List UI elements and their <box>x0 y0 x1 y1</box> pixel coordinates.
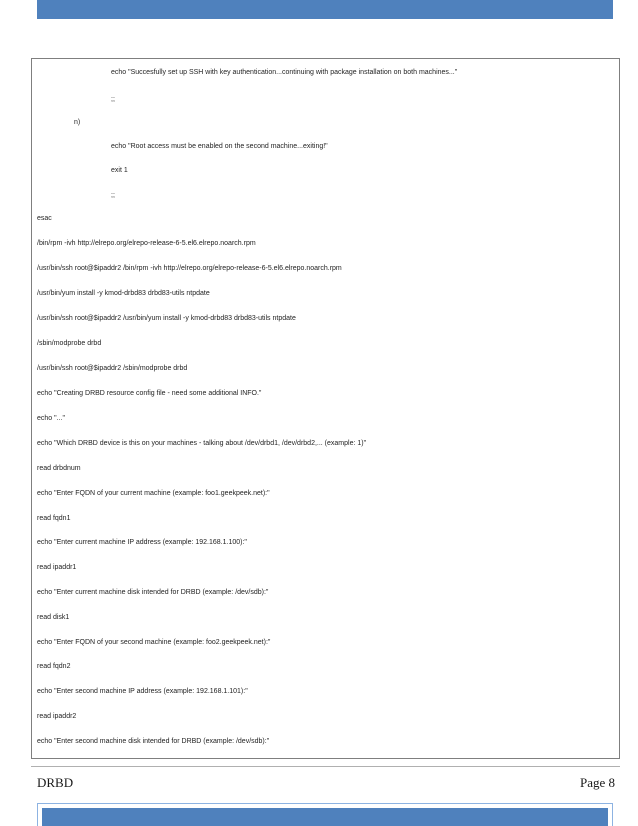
code-line: esac <box>37 215 52 222</box>
code-line: echo "..." <box>37 415 65 422</box>
code-line: echo "Which DRBD device is this on your machines - talking about /dev/drbd1, /dev/drbd2,... (example: 1)" <box>37 440 367 447</box>
code-line: echo "Enter FQDN of your current machine (example: foo1.geekpeek.net):" <box>37 490 270 497</box>
footer-bar <box>42 808 608 826</box>
code-line: read ipaddr1 <box>37 564 77 571</box>
code-line: echo "Succesfully set up SSH with key authentication...continuing with package installation on both machines..." <box>111 69 458 76</box>
code-line: echo "Enter current machine disk intended for DRBD (example: /dev/sdb):" <box>37 589 269 596</box>
code-line: /usr/bin/ssh root@$ipaddr2 /usr/bin/yum install -y kmod-drbd83 drbd83-utils ntpdate <box>37 315 296 322</box>
code-line: ;; <box>111 96 115 103</box>
footer-page-number: Page 8 <box>579 775 615 790</box>
code-line: read ipaddr2 <box>37 713 77 720</box>
footer-document-title: DRBD <box>37 775 74 790</box>
code-line: /usr/bin/yum install -y kmod-drbd83 drbd83-utils ntpdate <box>37 290 210 297</box>
code-line: read fqdn2 <box>37 663 71 670</box>
code-line: /bin/rpm -ivh http://elrepo.org/elrepo-release-6-5.el6.elrepo.noarch.rpm <box>37 240 256 247</box>
code-line: read drbdnum <box>37 465 81 472</box>
code-line: /sbin/modprobe drbd <box>37 340 102 347</box>
code-line: exit 1 <box>111 167 128 174</box>
code-line: ;; <box>111 192 115 199</box>
header-bar <box>37 0 613 19</box>
code-line: echo "Enter second machine IP address (example: 192.168.1.101):" <box>37 688 248 695</box>
code-line: echo "Root access must be enabled on the second machine...exiting!" <box>111 143 328 150</box>
code-line: echo "Enter FQDN of your second machine (example: foo2.geekpeek.net):" <box>37 639 271 646</box>
code-line: n) <box>74 119 81 126</box>
code-line: /usr/bin/ssh root@$ipaddr2 /bin/rpm -ivh http://elrepo.org/elrepo-release-6-5.el6.elrepo.noarch.rpm <box>37 265 342 272</box>
footer-divider <box>31 766 620 767</box>
code-listing-box <box>31 58 620 759</box>
code-line: read disk1 <box>37 614 70 621</box>
code-line: echo "Enter current machine IP address (example: 192.168.1.100):" <box>37 539 247 546</box>
code-line: read fqdn1 <box>37 515 71 522</box>
code-line: /usr/bin/ssh root@$ipaddr2 /sbin/modprobe drbd <box>37 365 188 372</box>
code-line: echo "Enter second machine disk intended for DRBD (example: /dev/sdb):" <box>37 738 270 745</box>
code-line: echo "Creating DRBD resource config file - need some additional INFO." <box>37 390 262 397</box>
